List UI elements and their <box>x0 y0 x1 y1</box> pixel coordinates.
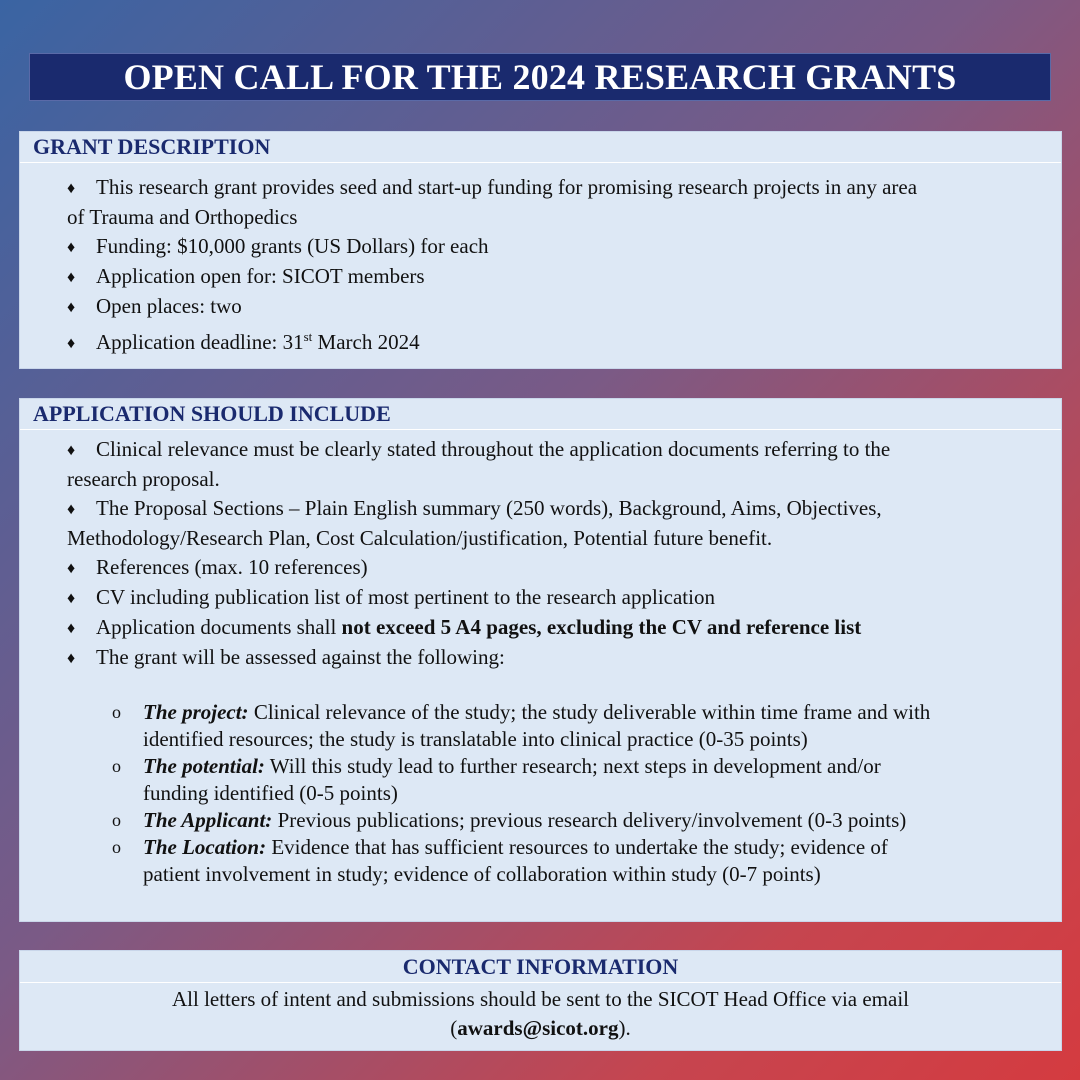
diamond-bullet-icon: ♦ <box>67 299 76 316</box>
list-item: ♦ CV including publication list of most pertinent to the research application <box>20 583 1061 613</box>
diamond-bullet-icon: ♦ <box>67 269 76 286</box>
list-item-continuation: Methodology/Research Plan, Cost Calculation/justification, Potential future benefit. <box>67 526 773 550</box>
diamond-bullet-icon: ♦ <box>67 620 76 637</box>
list-item: ♦ Application documents shall not exceed 5 A4 pages, excluding the CV and reference list <box>20 613 1061 643</box>
page-title: OPEN CALL FOR THE 2024 RESEARCH GRANTS <box>123 57 957 97</box>
title-banner <box>29 53 1051 101</box>
contact-text: All letters of intent and submissions should be sent to the SICOT Head Office via email (awards@sicot.org). <box>171 987 910 1040</box>
list-item: ♦ The Proposal Sections – Plain English summary (250 words), Background, Aims, Objectives, <box>20 494 1061 524</box>
circle-bullet-icon: o <box>112 756 121 776</box>
list-item-continuation: research proposal. <box>67 467 220 491</box>
criteria-item-applicant: o The Applicant: Previous publications; previous research delivery/involvement (0-3 points) <box>112 808 907 832</box>
list-item: ♦ References (max. 10 references) <box>20 553 1061 583</box>
application-heading: APPLICATION SHOULD INCLUDE <box>20 399 1061 430</box>
list-item: ♦ Open places: two <box>20 292 1061 322</box>
list-item: ♦ Application open for: SICOT members <box>20 262 1061 292</box>
application-panel <box>19 398 1062 922</box>
diamond-bullet-icon: ♦ <box>67 442 76 459</box>
application-list <box>20 430 1061 673</box>
list-item: ♦ This research grant provides seed and start-up funding for promising research projects in any area <box>20 173 1061 203</box>
circle-bullet-icon: o <box>112 837 121 857</box>
diamond-bullet-icon: ♦ <box>67 180 76 197</box>
assessment-criteria-list <box>20 699 1061 888</box>
diamond-bullet-icon: ♦ <box>67 560 76 577</box>
list-item-deadline: ♦ Application deadline: 31st March 2024 <box>20 322 1061 358</box>
contact-panel <box>19 950 1062 1051</box>
criteria-item-project: o The project: Clinical relevance of the study; the study deliverable within time frame and with identified resources; the study is translatable into clinical practice (0-35 points) <box>112 700 931 751</box>
criteria-item-location: o The Location: Evidence that has sufficient resources to undertake the study; evidence of patient involvement in study; evidence of collaboration within study (0-7 points) <box>112 835 888 886</box>
grant-description-list <box>20 163 1061 358</box>
list-item: ♦ Funding: $10,000 grants (US Dollars) for each <box>20 232 1061 262</box>
diamond-bullet-icon: ♦ <box>67 650 76 667</box>
criteria-item-potential: o The potential: Will this study lead to further research; next steps in development and/or funding identified (0-5 points) <box>112 754 881 805</box>
grant-description-heading: GRANT DESCRIPTION <box>20 132 1061 163</box>
contact-heading: CONTACT INFORMATION <box>20 951 1061 983</box>
contact-email-link[interactable]: awards@sicot.org <box>457 1016 619 1040</box>
diamond-bullet-icon: ♦ <box>67 590 76 607</box>
diamond-bullet-icon: ♦ <box>67 239 76 256</box>
circle-bullet-icon: o <box>112 810 121 830</box>
circle-bullet-icon: o <box>112 702 121 722</box>
grant-description-panel <box>19 131 1062 369</box>
diamond-bullet-icon: ♦ <box>67 501 76 518</box>
diamond-bullet-icon: ♦ <box>67 335 76 352</box>
list-item-continuation: of Trauma and Orthopedics <box>67 205 298 229</box>
list-item: ♦ Clinical relevance must be clearly stated throughout the application documents referring to the <box>20 435 1061 465</box>
list-item: ♦ The grant will be assessed against the following: <box>20 643 1061 673</box>
